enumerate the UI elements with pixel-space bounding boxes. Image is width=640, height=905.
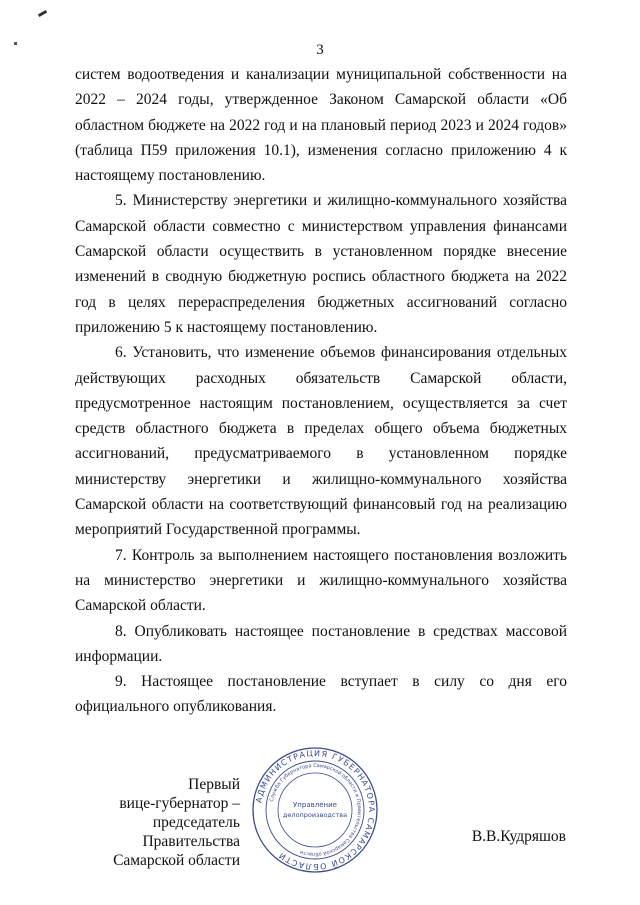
seal-outer-text: АДМИНИСТРАЦИЯ ГУБЕРНАТОРА САМАРСКОЙ ОБЛАСТИ bbox=[254, 748, 377, 872]
paragraph-7: 7. Контроль за выполнением настоящего постановления возложить на министерство энергетики и жилищно-коммунального хозяйства Самарской области. bbox=[75, 546, 567, 615]
signatory-name: В.В.Кудряшов bbox=[471, 828, 566, 845]
paragraph-5: 5. Министерству энергетики и жилищно-коммунального хозяйства Самарской области совместно с министерством управления финансами Самарской области осуществить в установленном порядке внесение изменений в сводную бюджетную роспись областного бюджета на 2022 год в целях перераспределения бюджетных ассигнований согласно приложению 5 к настоящему постановлению. bbox=[75, 192, 567, 336]
position-line: Первый bbox=[188, 776, 240, 793]
position-line: председатель Правительства bbox=[142, 814, 240, 850]
paragraph-8: 8. Опубликовать настоящее постановление в средствах массовой информации. bbox=[75, 622, 567, 665]
paragraph-9: 9. Настоящее постановление вступает в силу со дня его официального опубликования. bbox=[75, 673, 567, 716]
official-seal bbox=[250, 745, 380, 875]
scan-mark bbox=[38, 10, 47, 17]
seal-inner-text: Служба Губернатора Самарской области и Правительства Самарской области bbox=[268, 762, 363, 858]
position-line: Самарской области bbox=[113, 852, 240, 869]
position-line: вице-губернатор – bbox=[119, 795, 240, 812]
signatory-position bbox=[60, 775, 240, 870]
paragraph-6: 6. Установить, что изменение объемов финансирования отдельных действующих расходных обязательств Самарской области, предусмотренное настоящим постановлением, осуществляется за счет средств областного бюджета в пределах общего объема бюджетных ассигнований, предусматриваемого в установленном порядке министерству энергетики и жилищно-коммунального хозяйства Самарской области на соответствующий финансовый год на реализацию мероприятий Государственной программы. bbox=[75, 344, 567, 539]
seal-center-line: Управление bbox=[293, 801, 337, 809]
paragraph-continuation: систем водоотведения и канализации муниципальной собственности на 2022 – 2024 годы, утвержденное Законом Самарской области «Об областном бюджете на 2022 год и на плановый период 2023 и 2024 годов» (таблица П59 приложения 10.1), изменения согласно приложению 4 к настоящему постановлению. bbox=[75, 66, 567, 185]
seal-center-line: делопроизводства bbox=[282, 811, 348, 819]
document-body bbox=[75, 62, 567, 720]
page-number: 3 bbox=[316, 42, 324, 58]
